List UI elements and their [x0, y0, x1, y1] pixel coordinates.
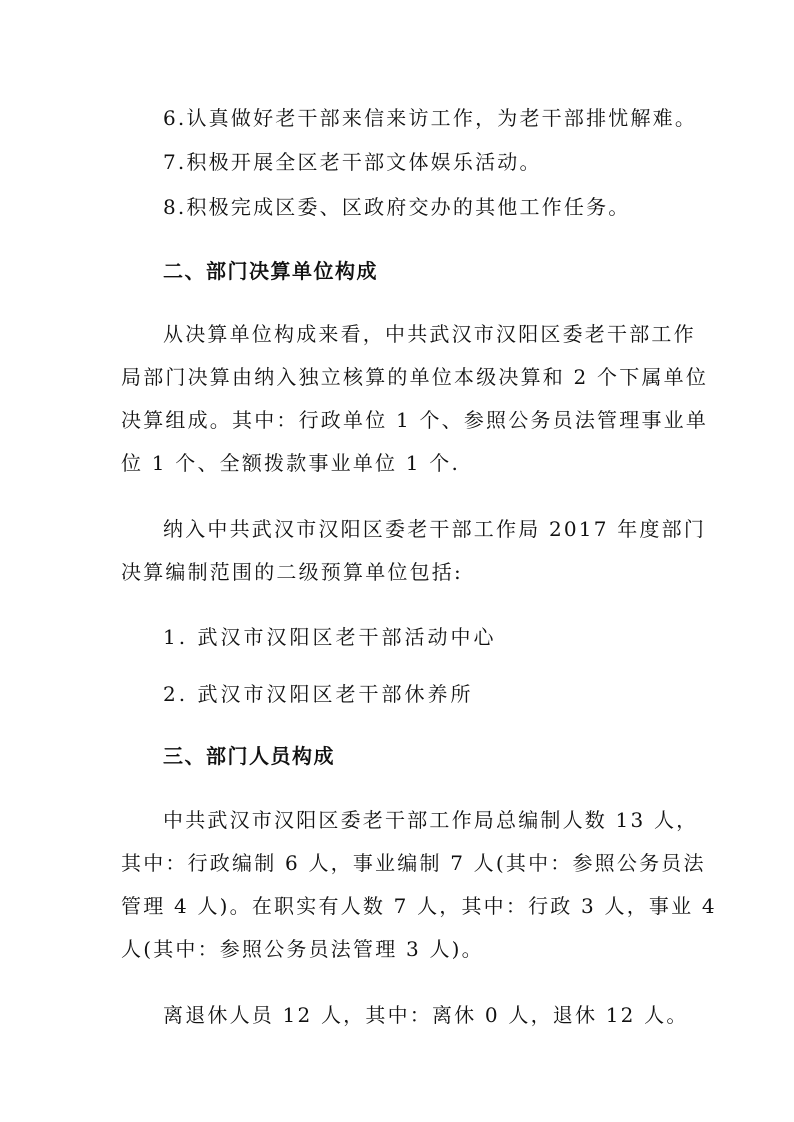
budget-scope-paragraph-line: 纳入中共武汉市汉阳区委老干部工作局 2017 年度部门: [163, 517, 707, 541]
duty-item-8: 8.积极完成区委、区政府交办的其他工作任务。: [163, 195, 631, 219]
duty-item-7: 7.积极开展全区老干部文体娱乐活动。: [163, 150, 542, 174]
subunit-item-1: 1. 武汉市汉阳区老干部活动中心: [163, 625, 497, 649]
section-heading-unit-composition: 二、部门决算单位构成: [163, 259, 378, 283]
staff-paragraph-line: 管理 4 人)。在职实有人数 7 人，其中：行政 3 人，事业 4: [121, 894, 717, 918]
duty-item-6: 6.认真做好老干部来信来访工作，为老干部排忧解难。: [163, 106, 698, 130]
retired-staff-paragraph: 离退休人员 12 人，其中：离休 0 人，退休 12 人。: [163, 1003, 689, 1027]
subunit-item-2: 2. 武汉市汉阳区老干部休养所: [163, 682, 474, 706]
section-heading-staff-composition: 三、部门人员构成: [163, 744, 335, 768]
staff-paragraph-line: 中共武汉市汉阳区委老干部工作局总编制人数 13 人，: [163, 808, 699, 832]
staff-paragraph-line: 人(其中：参照公务员法管理 3 人)。: [121, 937, 484, 961]
budget-scope-paragraph-line: 决算编制范围的二级预算单位包括:: [121, 560, 463, 584]
unit-composition-paragraph-line: 决算组成。其中：行政单位 1 个、参照公务员法管理事业单: [121, 408, 709, 432]
unit-composition-paragraph-line: 位 1 个、全额拨款事业单位 1 个.: [121, 451, 461, 475]
unit-composition-paragraph-line: 从决算单位构成来看，中共武汉市汉阳区委老干部工作: [163, 322, 696, 346]
unit-composition-paragraph-line: 局部门决算由纳入独立核算的单位本级决算和 2 个下属单位: [121, 365, 709, 389]
staff-paragraph-line: 其中：行政编制 6 人，事业编制 7 人(其中：参照公务员法: [121, 851, 706, 875]
